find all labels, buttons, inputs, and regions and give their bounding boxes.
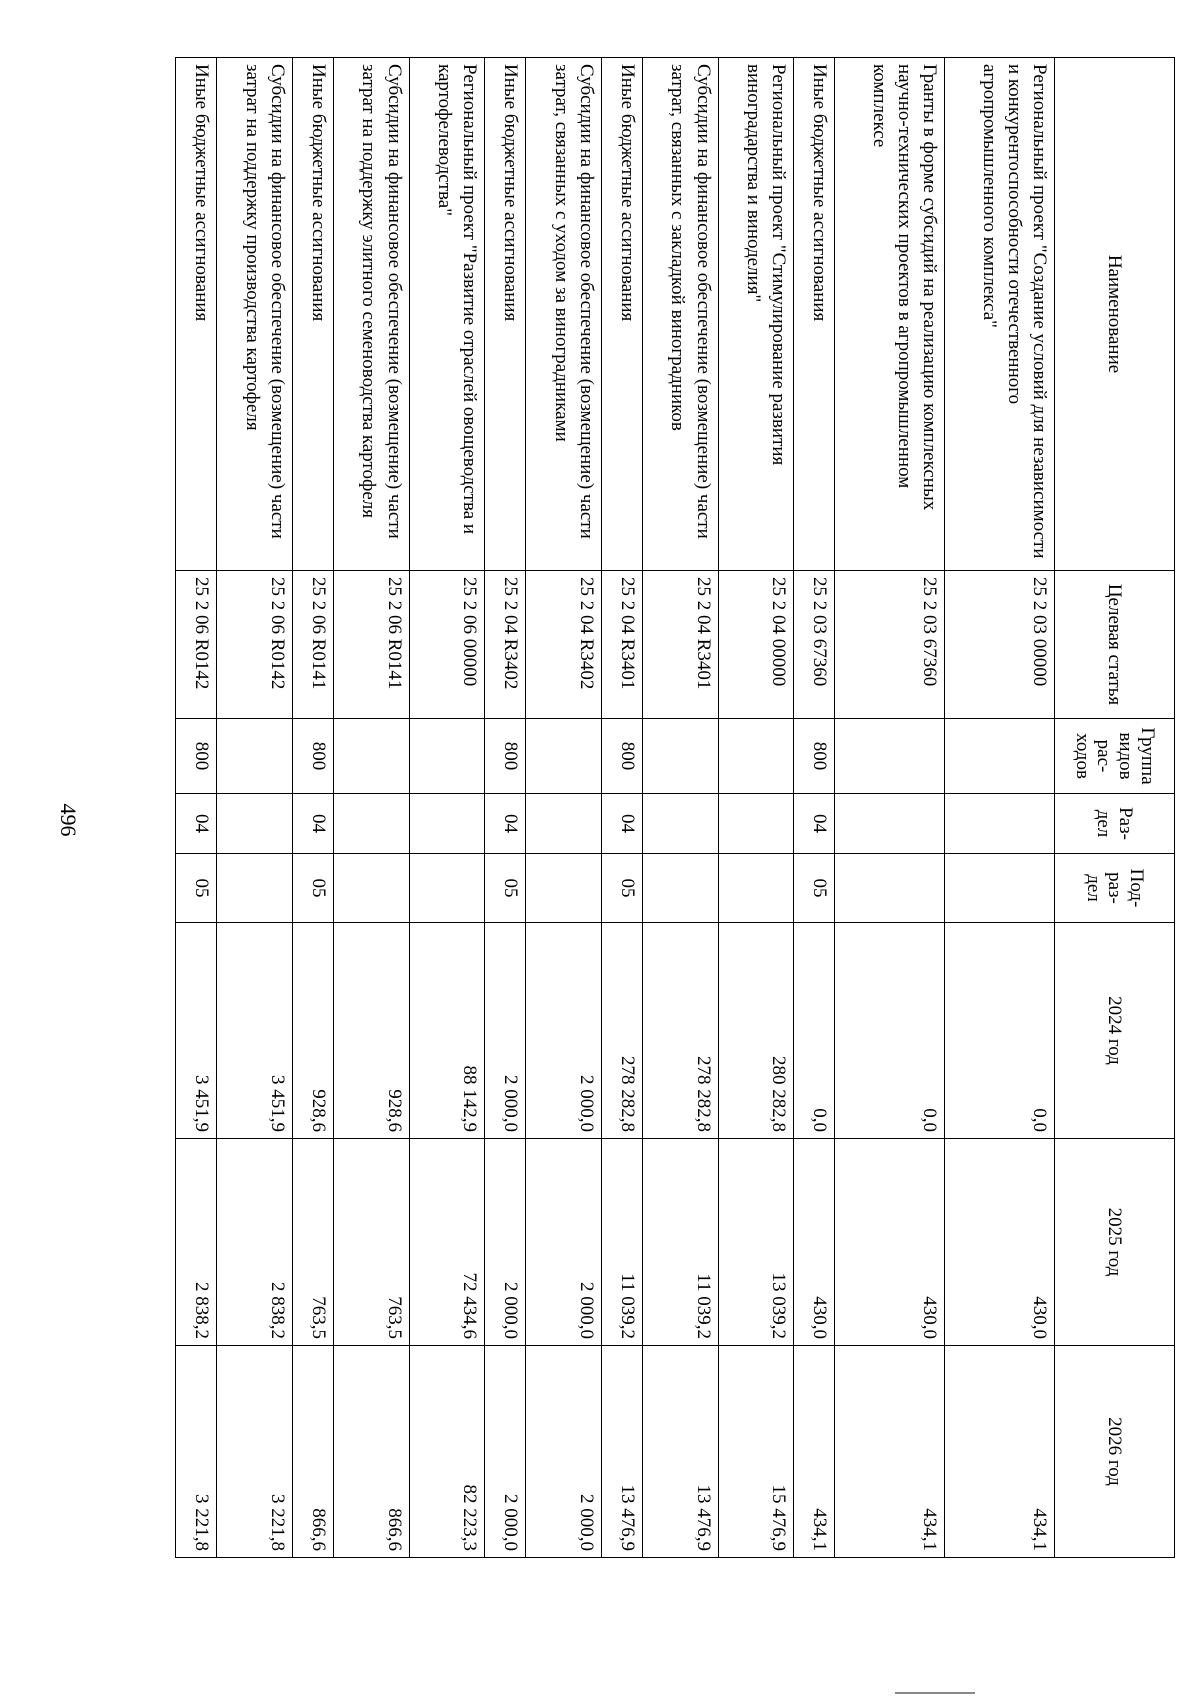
cell-2025: 2 838,2 [217,1139,293,1346]
cell-2025: 430,0 [835,1139,945,1346]
cell-2024: 0,0 [794,923,835,1139]
cell-target-article: 25 2 04 R3401 [601,571,642,719]
cell-subsection: 05 [176,854,217,923]
cell-section [334,794,410,854]
cell-expense-group: 800 [794,719,835,794]
cell-target-article: 25 2 03 67360 [794,571,835,719]
cell-expense-group [526,719,602,794]
cell-expense-group [718,719,794,794]
cell-target-article: 25 2 04 R3402 [485,571,526,719]
cell-target-article: 25 2 06 00000 [409,571,485,719]
cell-2025: 430,0 [945,1139,1055,1346]
cell-subsection: 05 [485,854,526,923]
cell-2024: 2 000,0 [526,923,602,1139]
cell-subsection: 05 [601,854,642,923]
cell-2026: 82 223,3 [409,1346,485,1558]
cell-target-article: 25 2 03 67360 [835,571,945,719]
cell-2026: 434,1 [794,1346,835,1558]
cell-2025: 13 039,2 [718,1139,794,1346]
cell-2025: 763,5 [334,1139,410,1346]
cell-name: Иные бюджетные ассигнования [485,58,526,571]
header-2025: 2025 год [1055,1139,1175,1346]
cell-section [718,794,794,854]
cell-section [409,794,485,854]
header-name: Наименование [1055,58,1175,571]
cell-target-article: 25 2 04 R3401 [643,571,719,719]
cell-name: Региональный проект "Развитие отраслей овощеводства и картофелеводства" [409,58,485,571]
cell-section [945,794,1055,854]
cell-2026: 866,6 [292,1346,333,1558]
cell-target-article: 25 2 03 00000 [945,571,1055,719]
cell-name: Субсидии на финансовое обеспечение (возмещение) части затрат на поддержку производства картофеля [217,58,293,571]
table-row [409,58,485,1558]
cell-target-article: 25 2 06 R0142 [217,571,293,719]
cell-expense-group [217,719,293,794]
table-row [945,58,1055,1558]
cell-2026: 15 476,9 [718,1346,794,1558]
cell-section: 04 [176,794,217,854]
header-subsection: Под-раз-дел [1055,854,1175,923]
table-row [217,58,293,1558]
cell-expense-group: 800 [601,719,642,794]
cell-expense-group [835,719,945,794]
cell-expense-group [334,719,410,794]
table-row [526,58,602,1558]
header-section: Раз-дел [1055,794,1175,854]
cell-subsection [526,854,602,923]
cell-section [835,794,945,854]
cell-2026: 13 476,9 [643,1346,719,1558]
table-row [601,58,642,1558]
cell-2024: 0,0 [945,923,1055,1139]
cell-name: Субсидии на финансовое обеспечение (возмещение) части затрат, связанных с уходом за виноградниками [526,58,602,571]
cell-2026: 434,1 [945,1346,1055,1558]
cell-subsection [409,854,485,923]
cell-2025: 430,0 [794,1139,835,1346]
cell-2026: 866,6 [334,1346,410,1558]
cell-subsection [334,854,410,923]
cell-name: Гранты в форме субсидий на реализацию комплексных научно-технических проектов в агропромышленном комплексе [835,58,945,571]
cell-2025: 11 039,2 [643,1139,719,1346]
cell-subsection [643,854,719,923]
cell-name: Субсидии на финансовое обеспечение (возмещение) части затрат на поддержку элитного семеноводства картофеля [334,58,410,571]
cell-2024: 88 142,9 [409,923,485,1139]
table-row [334,58,410,1558]
rotated-page-content [175,57,1175,1557]
cell-target-article: 25 2 04 00000 [718,571,794,719]
budget-table [175,57,1175,1558]
cell-2024: 3 451,9 [217,923,293,1139]
cell-2026: 3 221,8 [217,1346,293,1558]
cell-section [526,794,602,854]
cell-expense-group: 800 [292,719,333,794]
cell-2024: 928,6 [292,923,333,1139]
cell-2025: 72 434,6 [409,1139,485,1346]
cell-section: 04 [601,794,642,854]
cell-2025: 2 000,0 [485,1139,526,1346]
cell-subsection [718,854,794,923]
page-number: 496 [56,803,81,837]
cell-2024: 2 000,0 [485,923,526,1139]
cell-2026: 2 000,0 [526,1346,602,1558]
cell-section [217,794,293,854]
cell-expense-group [643,719,719,794]
cell-2024: 280 282,8 [718,923,794,1139]
cell-subsection: 05 [794,854,835,923]
cell-subsection [835,854,945,923]
cell-name: Иные бюджетные ассигнования [292,58,333,571]
cell-2026: 13 476,9 [601,1346,642,1558]
cell-name: Региональный проект "Создание условий для независимости и конкурентоспособности отечественного агропромышленного комплекса" [945,58,1055,571]
cell-subsection [217,854,293,923]
cell-section [643,794,719,854]
cell-section: 04 [485,794,526,854]
table-row [794,58,835,1558]
cell-section: 04 [794,794,835,854]
cell-expense-group: 800 [176,719,217,794]
table-body [176,58,1055,1558]
cell-2026: 2 000,0 [485,1346,526,1558]
cell-2026: 3 221,8 [176,1346,217,1558]
table-row [485,58,526,1558]
cell-subsection: 05 [292,854,333,923]
cell-target-article: 25 2 06 R0142 [176,571,217,719]
cell-2025: 2 838,2 [176,1139,217,1346]
header-expense-group: Группа видов рас-ходов [1055,719,1175,794]
cell-2024: 3 451,9 [176,923,217,1139]
cell-2025: 11 039,2 [601,1139,642,1346]
header-2026: 2026 год [1055,1346,1175,1558]
cell-target-article: 25 2 06 R0141 [292,571,333,719]
table-row [176,58,217,1558]
cell-subsection [945,854,1055,923]
cell-2025: 763,5 [292,1139,333,1346]
cell-name: Региональный проект "Стимулирование развития виноградарства и виноделия" [718,58,794,571]
cell-2024: 928,6 [334,923,410,1139]
cell-expense-group [409,719,485,794]
scan-edge-mark [895,1692,975,1694]
cell-name: Иные бюджетные ассигнования [794,58,835,571]
cell-name: Субсидии на финансовое обеспечение (возмещение) части затрат, связанных с закладкой виноградников [643,58,719,571]
cell-name: Иные бюджетные ассигнования [601,58,642,571]
cell-target-article: 25 2 04 R3402 [526,571,602,719]
cell-2025: 2 000,0 [526,1139,602,1346]
table-header [1055,58,1175,1558]
cell-expense-group [945,719,1055,794]
table-row [718,58,794,1558]
table-row [643,58,719,1558]
header-target-article: Целевая статья [1055,571,1175,719]
cell-target-article: 25 2 06 R0141 [334,571,410,719]
cell-2026: 434,1 [835,1346,945,1558]
cell-expense-group: 800 [485,719,526,794]
cell-name: Иные бюджетные ассигнования [176,58,217,571]
table-row [835,58,945,1558]
header-2024: 2024 год [1055,923,1175,1139]
cell-2024: 278 282,8 [601,923,642,1139]
cell-2024: 278 282,8 [643,923,719,1139]
cell-2024: 0,0 [835,923,945,1139]
table-row [292,58,333,1558]
cell-section: 04 [292,794,333,854]
